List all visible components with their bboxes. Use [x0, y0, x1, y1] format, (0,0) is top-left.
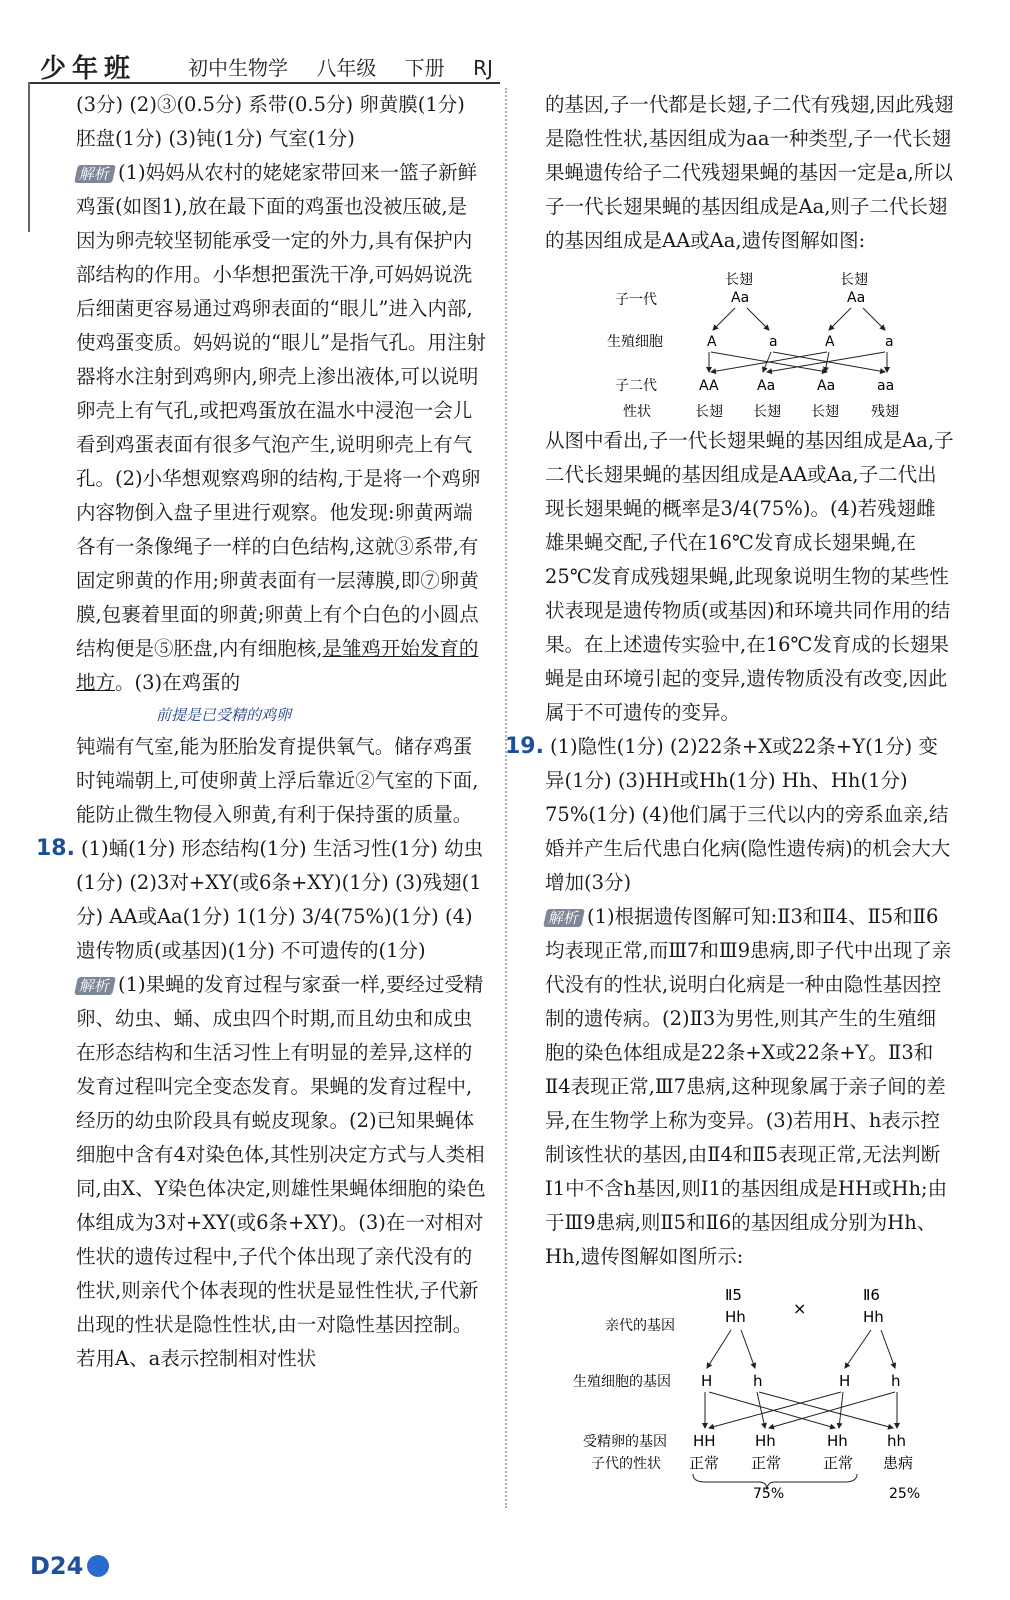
- header-grade: 八年级: [316, 56, 377, 80]
- d2-trait-4: 患病: [883, 1454, 914, 1472]
- d2-pct-normal: 75%: [753, 1486, 785, 1498]
- q18-answer: [36, 832, 486, 968]
- d1-gamete-3: A: [825, 334, 835, 350]
- q18-explanation: [76, 968, 486, 1376]
- d2-pct-ill: 25%: [889, 1486, 921, 1498]
- page-dot-icon: [87, 1555, 109, 1577]
- d2-offspring-1: HH: [693, 1432, 716, 1450]
- d2-trait-3: 正常: [823, 1454, 854, 1472]
- handwritten-note: 前提是已受精的鸡卵: [156, 706, 292, 724]
- d2-gamete-1: H: [701, 1372, 713, 1390]
- q17-explanation-end: 钝端有气室,能为胚胎发育提供氧气。储存鸡蛋时钝端朝上,可使卵黄上浮后靠近②气室的下面,能防止微生物侵入卵黄,有利于保持蛋的质量。: [76, 735, 479, 826]
- page-number: [30, 1552, 109, 1580]
- q19-explanation: [545, 900, 955, 1274]
- d1-trait-4: 残翅: [871, 404, 899, 420]
- d1-cross-arrows: [709, 352, 887, 372]
- d2-offspring-2: Hh: [755, 1432, 776, 1450]
- q18-explanation-cont: 的基因,子一代都是长翅,子二代有残翅,因此残翅是隐性性状,基因组成为aa一种类型,子一代长翅果蝇遗传给子二代残翅果蝇的基因一定是a,所以子一代长翅果蝇的基因组成是Aa,则子二代长翅的基因组成是AA或Aa,遗传图解如图:: [545, 93, 954, 252]
- header-edition: RJ: [473, 56, 493, 80]
- d1-label-trait: 性状: [623, 404, 651, 420]
- d1-gamete-4: a: [885, 334, 894, 350]
- d1-offspring-3: Aa: [817, 378, 836, 394]
- q17-explanation-cont: 。(3)在鸡蛋的: [115, 671, 241, 694]
- column-divider: [505, 88, 507, 1508]
- d1-parent2-gene: Aa: [847, 290, 866, 306]
- q19-answer-text: (1)隐性(1分) (2)22条+X或22条+Y(1分) 变异(1分) (3)HH或Hh(1分) Hh、Hh(1分) 75%(1分) (4)他们属于三代以内的旁系血亲,结婚并产生后代患白化病(隐性遗传病)的机会大大增加(3分): [545, 735, 951, 894]
- explanation-badge: 解析: [74, 977, 116, 995]
- d2-label-trait: 子代的性状: [591, 1456, 661, 1472]
- d1-arrow: [863, 308, 885, 330]
- d2-label-zygote: 受精卵的基因: [583, 1434, 667, 1450]
- q18-answer-text: (1)蛹(1分) 形态结构(1分) 生活习性(1分) 幼虫(1分) (2)3对+XY(或6条+XY)(1分) (3)残翅(1分) AA或Aa(1分) 1(1分) 3/4(75%)(1分) (4)遗传物质(或基因)(1分) 不可遗传的(1分): [76, 837, 484, 962]
- d2-parent2-gene: Hh: [863, 1308, 884, 1326]
- underlined-phrase: 是雏鸡开始发育的地方: [76, 637, 479, 694]
- d2-gamete-2: h: [753, 1372, 763, 1390]
- d1-parent2-trait: 长翅: [840, 272, 868, 288]
- d1-arrow: [747, 308, 769, 330]
- d2-parent2: Ⅱ6: [863, 1286, 880, 1304]
- d2-parent1-gene: Hh: [725, 1308, 746, 1326]
- d1-trait-2: 长翅: [753, 404, 781, 420]
- d1-label-f1: 子一代: [615, 292, 657, 308]
- q19-number: 19.: [505, 734, 544, 759]
- d2-trait-2: 正常: [751, 1454, 782, 1472]
- albinism-inheritance-diagram: [545, 1278, 955, 1498]
- d2-label-parent: 亲代的基因: [605, 1318, 675, 1334]
- q17-answer-tail: (3分) (2)③(0.5分) 系带(0.5分) 卵黄膜(1分) 胚盘(1分) (3)钝(1分) 气室(1分): [76, 93, 465, 150]
- header-subject: 初中生物学: [188, 56, 288, 80]
- d2-gamete-3: H: [839, 1372, 851, 1390]
- header-volume: 下册: [404, 56, 445, 80]
- q17-explanation-text: (1)妈妈从农村的姥姥家带回来一篮子新鲜鸡蛋(如图1),放在最下面的鸡蛋也没被压破,是因为卵壳较坚韧能承受一定的外力,具有保护内部结构的作用。小华想把蛋洗干净,可妈妈说洗后细菌更容易通过鸡卵表面的“眼儿”进入内部,使鸡蛋变质。妈妈说的“眼儿”是指气孔。用注射器将水注射到鸡卵内,卵壳上渗出液体,可以说明卵壳上有气孔,或把鸡蛋放在温水中浸泡一会儿看到鸡蛋表面有很多气泡产生,说明卵壳上有气孔。(2)小华想观察鸡卵的结构,于是将一个鸡卵内容物倒入盘子里进行观察。他发现:卵黄两端各有一条像绳子一样的白色结构,这就③系带,有固定卵黄的作用;卵黄表面有一层薄膜,即⑦卵黄膜,包裹着里面的卵黄;卵黄上有个白色的小圆点结构便是⑤胚盘,内有细胞核,: [76, 161, 486, 660]
- left-column: [36, 88, 486, 1376]
- brand-logo: 少年班: [40, 54, 137, 84]
- fruitfly-inheritance-diagram: [545, 262, 955, 422]
- q19-answer: [505, 730, 955, 900]
- explanation-badge: 解析: [543, 909, 585, 927]
- q17-explanation: [76, 156, 486, 700]
- right-column: [505, 88, 955, 1498]
- q18-number: 18.: [36, 836, 75, 861]
- header-info: [188, 52, 515, 81]
- d1-offspring-2: Aa: [757, 378, 776, 394]
- d1-parent1-trait: 长翅: [725, 272, 753, 288]
- d2-trait-1: 正常: [689, 1454, 720, 1472]
- d1-gamete-1: A: [707, 334, 717, 350]
- d1-label-gamete: 生殖细胞: [607, 334, 663, 350]
- d1-label-f2: 子二代: [615, 378, 657, 394]
- q18-explanation-text: (1)果蝇的发育过程与家蚕一样,要经过受精卵、幼虫、蛹、成虫四个时期,而且幼虫和成虫在形态结构和生活习性上有明显的差异,这样的发育过程叫完全变态发育。果蝇的发育过程中,经历的幼虫阶段具有蜕皮现象。(2)已知果蝇体细胞中含有4对染色体,其性别决定方式与人类相同,由X、Y染色体决定,则雄性果蝇体细胞的染色体组成为3对+XY(或6条+XY)。(3)在一对相对性状的遗传过程中,子代个体出现了亲代没有的性状,则亲代个体表现的性状是显性性状,子代新出现的性状是隐性性状,由一对隐性基因控制。若用A、a表示控制相对性状: [76, 973, 486, 1370]
- explanation-badge: 解析: [74, 165, 116, 183]
- d2-arrows: [707, 1330, 895, 1368]
- d2-label-gamete: 生殖细胞的基因: [573, 1374, 671, 1390]
- d1-arrow: [713, 308, 735, 330]
- d1-trait-3: 长翅: [811, 404, 839, 420]
- margin-decoration: [28, 82, 30, 232]
- d2-cross-arrows: [705, 1392, 897, 1428]
- d2-offspring-3: Hh: [827, 1432, 848, 1450]
- header-rule: [30, 82, 500, 84]
- page-header: [0, 0, 1010, 90]
- d1-offspring-1: AA: [699, 378, 719, 394]
- q18-conclusion: 从图中看出,子一代长翅果蝇的基因组成是Aa,子二代长翅果蝇的基因组成是AA或Aa,子二代出现长翅果蝇的概率是3/4(75%)。(4)若残翅雌雄果蝇交配,子代在16℃发育成长翅果蝇,在25℃发育成残翅果蝇,此现象说明生物的某些性状表现是遗传物质(或基因)和环境共同作用的结果。在上述遗传实验中,在16℃发育成的长翅果蝇是由环境引起的变异,遗传物质没有改变,因此属于不可遗传的变异。: [545, 429, 954, 724]
- d1-offspring-4: aa: [877, 378, 895, 394]
- d1-gamete-2: a: [769, 334, 778, 350]
- d2-gamete-4: h: [891, 1372, 901, 1390]
- d2-cross-symbol: ×: [793, 1299, 807, 1318]
- d1-trait-1: 长翅: [695, 404, 723, 420]
- q19-explanation-text: (1)根据遗传图解可知:Ⅱ3和Ⅱ4、Ⅱ5和Ⅱ6均表现正常,而Ⅲ7和Ⅲ9患病,即子代中出现了亲代没有的性状,说明白化病是一种由隐性基因控制的遗传病。(2)Ⅱ3为男性,则其产生的生殖细胞的染色体组成是22条+X或22条+Y。Ⅱ3和Ⅱ4表现正常,Ⅲ7患病,这种现象属于亲子间的差异,在生物学上称为变异。(3)若用H、h表示控制该性状的基因,由Ⅱ4和Ⅱ5表现正常,无法判断Ⅰ1中不含h基因,则Ⅰ1的基因组成是HH或Hh;由于Ⅲ9患病,则Ⅱ5和Ⅱ6的基因组成分别为Hh、Hh,遗传图解如图所示:: [545, 905, 952, 1268]
- d1-arrow: [829, 308, 851, 330]
- d2-offspring-4: hh: [887, 1432, 907, 1450]
- d1-parent1-gene: Aa: [731, 290, 750, 306]
- d2-parent1: Ⅱ5: [725, 1286, 742, 1304]
- page-number-text: D24: [30, 1552, 84, 1580]
